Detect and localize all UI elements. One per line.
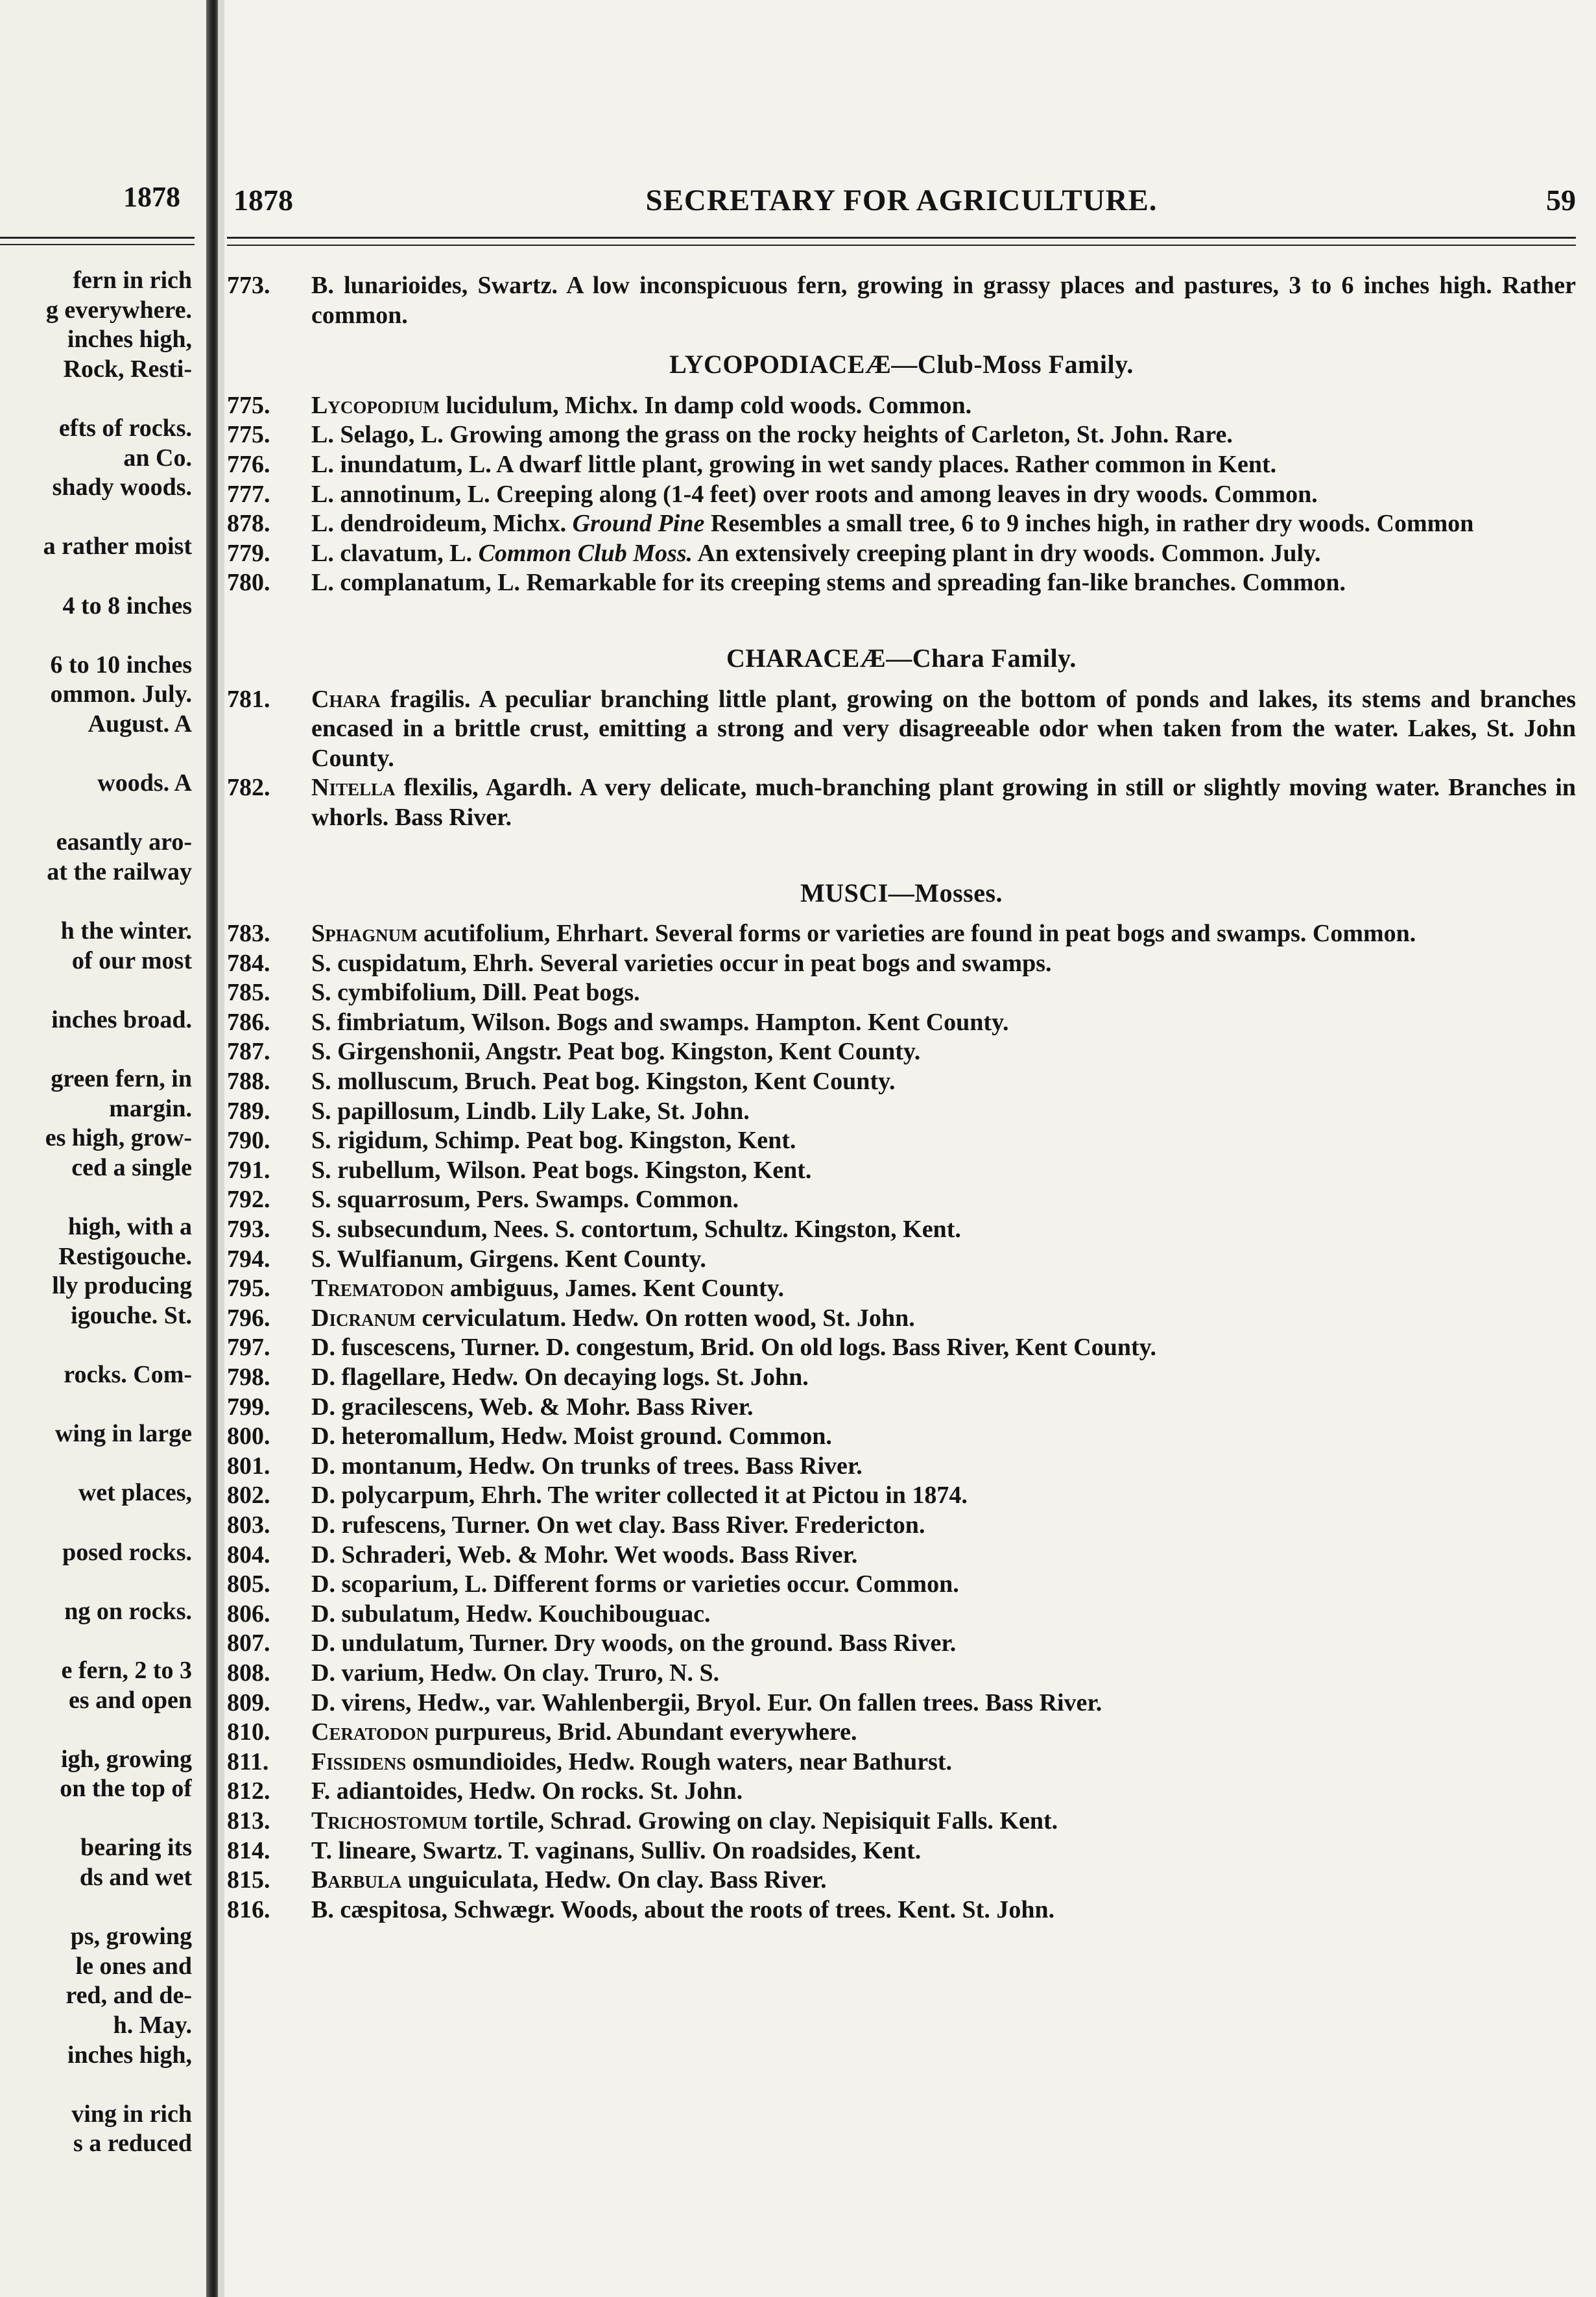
entry-number: 794. [227,1245,270,1273]
species-entry [227,1718,1576,1748]
description: S. papillosum, Lindb. Lily Lake, St. John. [311,1097,750,1125]
left-text-fragment [0,1715,192,1745]
genus-name: Fissidens [311,1748,407,1775]
species-entry [227,1215,1576,1245]
description: L. Selago, L. Growing among the grass on the rocky heights of Carleton, St. John. Rare. [311,421,1233,449]
species-entry [227,1777,1576,1807]
entry-number: 806. [227,1600,270,1628]
left-text-fragment: s a reduced [73,2130,192,2158]
entry-number: 810. [227,1718,270,1746]
description: D. virens, Hedw., var. Wahlenbergii, Bryol. Eur. On fallen trees. Bass River. [311,1689,1102,1716]
entry-text [311,978,1576,1008]
entry-text [311,1481,1576,1511]
description: D. montanum, Hedw. On trunks of trees. Bass River. [311,1452,863,1480]
left-page-text [0,266,192,2159]
genus-name: Barbula [311,1866,402,1894]
left-text-fragment: ced a single [71,1153,192,1181]
species-entry [227,1570,1576,1600]
family-heading: MUSCI—Mosses. [800,878,1003,908]
entry-text [311,1570,1576,1600]
genus-name: Nitella [311,774,396,802]
left-text-fragment [0,1567,192,1597]
genus-name: Trematodon [311,1275,444,1303]
entry-number: 798. [227,1364,270,1391]
entry-number: 813. [227,1807,270,1834]
entry-number: 801. [227,1452,270,1480]
left-text-fragment: fern in rich [73,267,192,294]
left-text-fragment: on the top of [60,1775,192,1803]
description: cerviculatum. Hedw. On rotten wood, St. John. [422,1304,915,1332]
entry-number: 800. [227,1423,270,1450]
left-text-fragment: margin. [109,1094,192,1122]
left-text-fragment [0,1035,192,1064]
description: flexilis, Agardh. A very delicate, much-branching plant growing in still or slightly moving water. Branches in whorls. Bass River. [311,774,1576,831]
left-text-fragment: posed rocks. [62,1538,192,1566]
entry-number: 807. [227,1630,270,1657]
entry-text [311,1777,1576,1807]
description: D. gracilescens, Web. & Mohr. Bass River. [311,1393,754,1421]
entry-text [311,1067,1576,1097]
species-entry [227,1185,1576,1215]
left-text-fragment [0,740,192,769]
left-text-fragment: ds and wet [79,1864,192,1892]
entry-text [311,1748,1576,1777]
description: D. polycarpum, Ehrh. The writer collected it at Pictou in 1874. [311,1482,968,1509]
left-text-fragment: es high, grow- [45,1124,192,1152]
description: D. subulatum, Hedw. Kouchibouguac. [311,1600,711,1628]
species-entry [227,1422,1576,1452]
entry-text [311,1866,1576,1895]
description: L. clavatum, L. [311,539,473,567]
left-rule [0,244,195,245]
entry-text [311,949,1576,979]
left-text-fragment [0,1804,192,1834]
left-text-fragment: ving in rich [71,2100,192,2128]
left-text-fragment: woods. A [97,769,192,797]
entry-text [311,1393,1576,1423]
entry-text [311,1689,1576,1718]
description: D. heteromallum, Hedw. Moist ground. Common. [311,1423,832,1450]
left-text-fragment: inches high, [67,2041,192,2069]
description: S. cuspidatum, Ehrh. Several varieties occur in peat bogs and swamps. [311,949,1052,977]
description: L. annotinum, L. Creeping along (1-4 feet) over roots and among leaves in dry woods. Common. [311,480,1318,508]
left-text-fragment [0,976,192,1005]
left-text-fragment [0,503,192,533]
genus-name: Dicranum [311,1304,416,1332]
description: ambiguus, James. Kent County. [449,1275,785,1303]
description: lucidulum, Michx. In damp cold woods. Common. [446,391,972,419]
species-entry [227,773,1576,832]
species-entry [227,1452,1576,1482]
species-entry [227,271,1576,330]
species-entry [227,1481,1576,1511]
left-text-fragment: es and open [68,1686,192,1714]
species-entry [227,919,1576,949]
description: Resembles a small tree, 6 to 9 inches high, in rather dry woods. Common [710,510,1474,538]
entry-text [311,1659,1576,1689]
entry-text [311,1245,1576,1275]
species-entry [227,1600,1576,1630]
entry-number: 792. [227,1186,270,1214]
entry-text [311,1274,1576,1304]
left-text-fragment: red, and de- [66,1982,192,2010]
genus-name: Trichostomum [311,1807,468,1834]
description: S. rubellum, Wilson. Peat bogs. Kingston, Kent. [311,1156,812,1184]
description: T. lineare, Swartz. T. vaginans, Sulliv. On roadsides, Kent. [311,1836,922,1864]
genus-name: Ceratodon [311,1718,429,1746]
species-entry [227,1363,1576,1393]
entry-text [311,1304,1576,1334]
description: D. Schraderi, Web. & Mohr. Wet woods. Bass River. [311,1541,858,1569]
description: S. cymbifolium, Dill. Peat bogs. [311,979,640,1007]
left-text-fragment: of our most [71,946,192,974]
genus-name: Chara [311,685,381,713]
entry-text [311,1600,1576,1630]
species-entry [227,539,1576,569]
left-text-fragment: at the railway [47,858,192,885]
description: S. Wulfianum, Girgens. Kent County. [311,1245,706,1273]
species-entry [227,1126,1576,1156]
entry-text [311,1895,1576,1925]
genus-name: Sphagnum [311,920,418,948]
book-gutter [206,0,218,2297]
species-entry [227,1304,1576,1334]
left-text-fragment: le ones and [75,1952,192,1980]
common-name: Ground Pine [572,510,705,538]
description: L. complanatum, L. Remarkable for its creeping stems and spreading fan-like branches. Common. [311,569,1346,597]
left-text-fragment [0,621,192,651]
entry-text [311,1541,1576,1570]
left-text-fragment: 4 to 8 inches [62,592,192,619]
species-entry [227,391,1576,421]
left-text-fragment [0,2070,192,2100]
entry-text [311,919,1576,949]
entry-text [311,1422,1576,1452]
entry-text [311,509,1576,539]
entry-text [311,1037,1576,1067]
entry-number: 777. [227,480,270,508]
header-year: 1878 [233,184,293,217]
header-rule [227,245,1576,246]
entry-text [311,1629,1576,1659]
left-text-fragment: Restigouche. [58,1242,192,1270]
entry-number: 878. [227,510,270,538]
left-text-fragment [0,1449,192,1479]
species-entry [227,1393,1576,1423]
entry-text [311,1363,1576,1393]
description: fragilis. A peculiar branching little plant, growing on the bottom of ponds and lakes, its stems and branches encased in a brittle crust, emitting a strong and very disagreeable odor when taken from the water. Lakes, St. John County. [311,685,1577,772]
entry-number: 786. [227,1008,270,1036]
species-entry [227,1836,1576,1866]
entry-number: 795. [227,1275,270,1303]
entry-text [311,391,1576,421]
entry-text [311,773,1576,832]
species-entry [227,1333,1576,1363]
left-text-fragment: an Co. [123,444,192,472]
description: S. subsecundum, Nees. S. contortum, Schultz. Kingston, Kent. [311,1216,961,1244]
entry-number: 775. [227,421,270,449]
left-text-fragment: bearing its [80,1834,192,1862]
left-rule [0,237,195,239]
entry-number: 784. [227,949,270,977]
species-entry [227,1866,1576,1895]
running-header [227,183,1576,222]
left-text-fragment [0,384,192,414]
left-text-fragment: inches broad. [51,1005,192,1033]
description: D. undulatum, Turner. Dry woods, on the ground. Bass River. [311,1630,957,1657]
description: D. varium, Hedw. On clay. Truro, N. S. [311,1659,720,1687]
left-text-fragment: efts of rocks. [58,414,192,442]
entry-number: 796. [227,1304,270,1332]
species-entry [227,1156,1576,1186]
left-text-fragment: green fern, in [51,1065,192,1093]
entry-number: 812. [227,1777,270,1805]
species-entry [227,949,1576,979]
entry-number: 809. [227,1689,270,1716]
entry-text [311,1836,1576,1866]
left-text-fragment: a rather moist [43,533,192,560]
description: An extensively creeping plant in dry woods. Common. July. [697,539,1321,567]
entry-text [311,1807,1576,1836]
entry-number: 797. [227,1334,270,1362]
entry-text [311,685,1576,774]
entry-number: 791. [227,1156,270,1184]
left-text-fragment: h. May. [113,2012,192,2039]
entry-number: 781. [227,685,270,713]
entry-number: 808. [227,1659,270,1687]
description: unguiculata, Hedw. On clay. Bass River. [407,1866,827,1894]
species-entry [227,1008,1576,1038]
description: D. flagellare, Hedw. On decaying logs. St. John. [311,1364,809,1391]
entry-text [311,271,1576,330]
left-text-fragment: August. A [88,710,192,738]
entry-text [311,480,1576,510]
entry-text [311,1718,1576,1748]
page-number: 59 [1546,184,1576,217]
entry-number: 779. [227,539,270,567]
left-text-fragment: shady woods. [52,474,192,501]
genus-name: Lycopodium [311,391,440,419]
left-text-fragment [0,1893,192,1923]
description: S. Girgenshonii, Angstr. Peat bog. Kingston, Kent County. [311,1038,921,1066]
description: osmundioides, Hedw. Rough waters, near Bathurst. [412,1748,953,1775]
left-text-fragment: igh, growing [60,1745,192,1773]
entry-text [311,1008,1576,1038]
description: B. cæspitosa, Schwægr. Woods, about the roots of trees. Kent. St. John. [311,1895,1055,1923]
entry-number: 787. [227,1038,270,1066]
entry-number: 793. [227,1216,270,1244]
left-text-fragment: ommon. July. [50,680,192,708]
left-text-fragment [0,887,192,917]
species-entry [227,1037,1576,1067]
description: D. fuscescens, Turner. D. congestum, Brid. On old logs. Bass River, Kent County. [311,1334,1157,1362]
entry-text [311,568,1576,598]
left-page-header: 1878 [123,181,180,213]
left-text-fragment [0,1626,192,1656]
entry-number: 783. [227,920,270,948]
description: tortile, Schrad. Growing on clay. Nepisiquit Falls. Kent. [473,1807,1058,1834]
entry-number: 816. [227,1895,270,1923]
species-entry [227,978,1576,1008]
species-entry [227,1245,1576,1275]
entry-number: 785. [227,979,270,1007]
species-entry [227,420,1576,450]
entry-number: 803. [227,1511,270,1539]
species-entry [227,1274,1576,1304]
left-text-fragment: ng on rocks. [64,1597,192,1625]
species-entry [227,1511,1576,1541]
species-entry [227,1067,1576,1097]
entry-text [311,1215,1576,1245]
left-text-fragment: ps, growing [70,1923,192,1951]
description: D. scoparium, L. Different forms or varieties occur. Common. [311,1570,959,1598]
entry-text [311,1452,1576,1482]
description: B. lunarioides, Swartz. A low inconspicuous fern, growing in grassy places and pastures, 3 to 6 inches high. Rather common. [311,272,1576,329]
description: S. rigidum, Schimp. Peat bog. Kingston, Kent. [311,1127,796,1155]
description: D. rufescens, Turner. On wet clay. Bass River. Fredericton. [311,1511,925,1539]
left-text-fragment: igouche. St. [71,1301,192,1329]
header-rule [227,237,1576,239]
description: L. dendroideum, Michx. [311,510,567,538]
entry-text [311,450,1576,480]
left-text-fragment: rocks. Com- [64,1360,192,1388]
left-text-fragment: high, with a [67,1213,192,1240]
left-text-fragment [0,799,192,828]
species-entry [227,1629,1576,1659]
entry-number: 789. [227,1097,270,1125]
family-heading: CHARACEÆ—Chara Family. [726,643,1077,673]
description: S. squarrosum, Pers. Swamps. Common. [311,1186,739,1214]
left-text-fragment: wet places, [78,1479,192,1507]
entry-text [311,1511,1576,1541]
species-entry [227,480,1576,510]
species-entry [227,1895,1576,1925]
species-entry [227,1689,1576,1718]
species-entry [227,685,1576,774]
species-entry [227,450,1576,480]
entry-number: 811. [227,1748,269,1775]
common-name: Common Club Moss. [478,539,693,567]
entry-number: 790. [227,1127,270,1155]
species-entry [227,568,1576,598]
entry-text [311,420,1576,450]
species-list [227,271,1576,1925]
left-text-fragment [0,1330,192,1360]
entry-text [311,539,1576,569]
entry-text [311,1097,1576,1127]
species-entry [227,509,1576,539]
main-page [227,0,1596,2297]
description: purpureus, Brid. Abundant everywhere. [435,1718,857,1746]
left-text-fragment: g everywhere. [45,296,192,324]
left-text-fragment [0,562,192,592]
entry-number: 805. [227,1570,270,1598]
left-text-fragment: e fern, 2 to 3 [61,1656,192,1684]
entry-number: 804. [227,1541,270,1569]
entry-number: 799. [227,1393,270,1421]
entry-number: 780. [227,569,270,597]
description: acutifolium, Ehrhart. Several forms or varieties are found in peat bogs and swamps. Common. [423,920,1416,948]
left-text-fragment: 6 to 10 inches [50,651,192,679]
description: L. inundatum, L. A dwarf little plant, growing in wet sandy places. Rather common in Kent. [311,450,1277,478]
left-text-fragment: wing in large [54,1420,192,1448]
description: S. fimbriatum, Wilson. Bogs and swamps. Hampton. Kent County. [311,1008,1009,1036]
entry-text [311,1156,1576,1186]
left-page-fragment [0,0,206,2297]
left-text-fragment: h the winter. [60,917,192,945]
entry-text [311,1126,1576,1156]
header-title: SECRETARY FOR AGRICULTURE. [645,184,1158,217]
left-text-fragment [0,1183,192,1212]
left-text-fragment: easantly aro- [56,828,192,856]
species-entry [227,1748,1576,1777]
description: S. molluscum, Bruch. Peat bog. Kingston, Kent County. [311,1068,896,1096]
species-entry [227,1097,1576,1127]
left-text-fragment [0,1508,192,1538]
left-text-fragment: lly producing [52,1272,192,1300]
description: F. adiantoides, Hedw. On rocks. St. John. [311,1777,743,1805]
entry-number: 776. [227,450,270,478]
left-text-fragment: Rock, Resti- [63,355,192,383]
species-entry [227,1659,1576,1689]
entry-number: 788. [227,1068,270,1096]
entry-number: 802. [227,1482,270,1509]
page-edge [218,0,224,2297]
entry-text [311,1185,1576,1215]
entry-number: 814. [227,1836,270,1864]
entry-text [311,1333,1576,1363]
species-entry [227,1807,1576,1836]
species-entry [227,1541,1576,1570]
left-text-fragment [0,1390,192,1420]
entry-number: 815. [227,1866,270,1894]
entry-number: 782. [227,774,270,802]
family-heading: LYCOPODIACEÆ—Club-Moss Family. [669,350,1134,379]
entry-number: 775. [227,391,270,419]
left-text-fragment: inches high, [67,326,192,354]
entry-number: 773. [227,272,270,299]
